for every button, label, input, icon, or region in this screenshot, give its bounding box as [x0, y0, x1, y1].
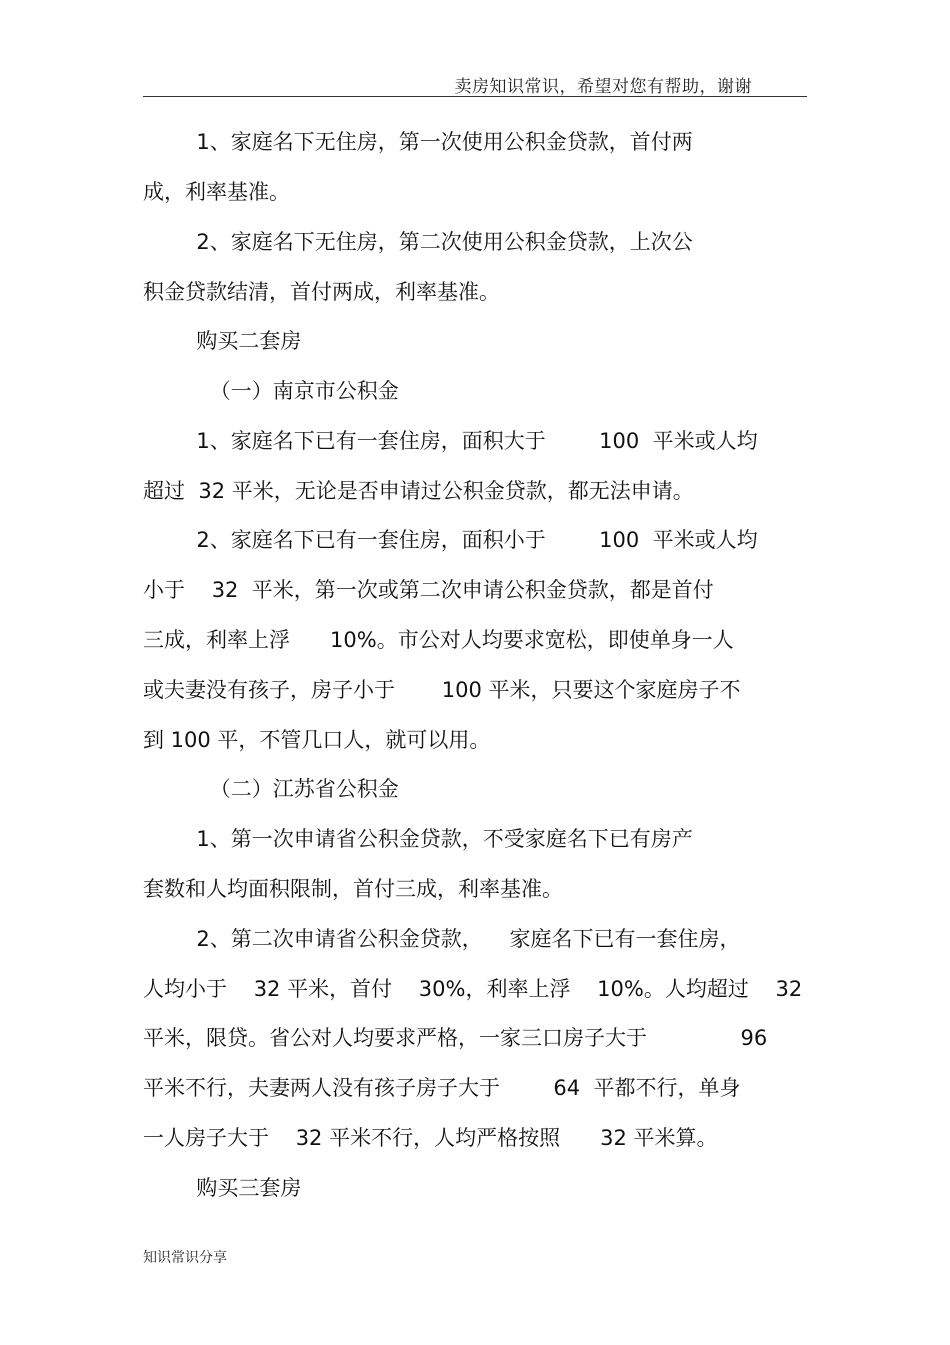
- body-line: 2、家庭名下无住房，第二次使用公积金贷款，上次公: [143, 230, 693, 254]
- body-line: 套数和人均面积限制，首付三成，利率基准。: [143, 877, 563, 901]
- body-line: 积金贷款结清，首付两成，利率基准。: [143, 280, 500, 304]
- header-divider: [143, 96, 807, 97]
- body-line: 1、家庭名下已有一套住房，面积大于 100 平米或人均: [143, 429, 758, 453]
- subsection-heading: （二）江苏省公积金: [143, 777, 399, 801]
- subsection-heading: （一）南京市公积金: [143, 379, 399, 403]
- body-line: 三成，利率上浮 10%。市公对人均要求宽松，即使单身一人: [143, 628, 734, 652]
- body-line: 平米不行，夫妻两人没有孩子房子大于 64 平都不行，单身: [143, 1076, 741, 1100]
- body-line: 小于 32 平米，第一次或第二次申请公积金贷款，都是首付: [143, 578, 714, 602]
- body-line: 2、家庭名下已有一套住房，面积小于 100 平米或人均: [143, 528, 758, 552]
- body-line: 超过 32 平米，无论是否申请过公积金贷款，都无法申请。: [143, 479, 694, 503]
- body-line: 平米，限贷。省公对人均要求严格，一家三口房子大于 96: [143, 1026, 768, 1050]
- body-line: 人均小于 32 平米，首付 30%，利率上浮 10%。人均超过 32: [143, 977, 803, 1001]
- body-line: 到 100 平，不管几口人，就可以用。: [143, 728, 491, 752]
- section-heading: 购买二套房: [143, 329, 302, 353]
- body-line: 1、家庭名下无住房，第一次使用公积金贷款，首付两: [143, 130, 693, 154]
- body-line: 或夫妻没有孩子，房子小于 100 平米，只要这个家庭房子不: [143, 678, 741, 702]
- page-header: 卖房知识常识，希望对您有帮助，谢谢: [454, 77, 752, 97]
- page-footer: 知识常识分享: [143, 1250, 227, 1266]
- body-line: 1、第一次申请省公积金贷款，不受家庭名下已有房产: [143, 827, 693, 851]
- body-line: 2、第二次申请省公积金贷款， 家庭名下已有一套住房，: [143, 927, 741, 951]
- body-line: 一人房子大于 32 平米不行，人均严格按照 32 平米算。: [143, 1126, 718, 1150]
- body-line: 成，利率基准。: [143, 180, 290, 204]
- section-heading: 购买三套房: [143, 1176, 302, 1200]
